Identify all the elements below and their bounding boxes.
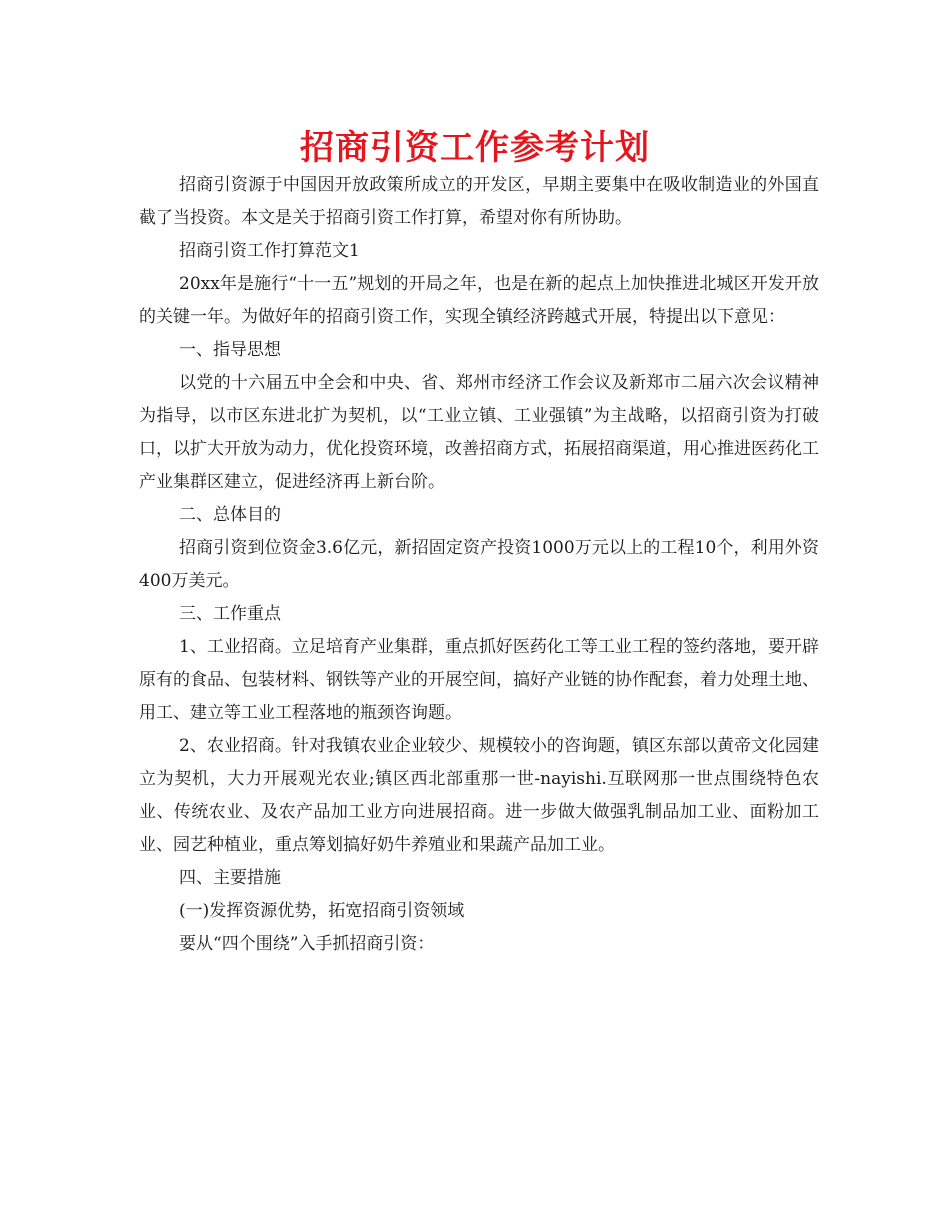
subsection-heading-resource-advantage: (一)发挥资源优势，拓宽招商引资领域 xyxy=(179,901,465,921)
section-heading-overall-goal: 二、总体目的 xyxy=(179,505,281,525)
document-body xyxy=(139,169,819,961)
section-heading-work-focus: 三、工作重点 xyxy=(179,604,281,624)
paragraph-agricultural-investment: 2、农业招商。针对我镇农业企业较少、规模较小的咨询题，镇区东部以黄帝文化园建立为契机，大力开展观光农业;镇区西北部重那一世-nayishi.互联网那一世点围绕特色农业、传统农业、及农产品加工业方向进展招商。进一步做大做强乳制品加工业、面粉加工业、园艺种植业，重点筹划搞好奶牛养殖业和果蔬产品加工业。 xyxy=(139,736,819,855)
paragraph-sample-heading: 招商引资工作打算范文1 xyxy=(179,241,360,261)
paragraph-four-focus: 要从“四个围绕”入手抓招商引资： xyxy=(179,934,435,954)
paragraph-intro: 招商引资源于中国因开放政策所成立的开发区，早期主要集中在吸收制造业的外国直截了当投资。本文是关于招商引资工作打算，希望对你有所协助。 xyxy=(139,175,819,228)
section-heading-guiding-ideology: 一、指导思想 xyxy=(179,340,281,360)
section-heading-main-measures: 四、主要措施 xyxy=(179,868,281,888)
paragraph-overall-goal: 招商引资到位资金3.6亿元，新招固定资产投资1000万元以上的工程10个，利用外资400万美元。 xyxy=(139,538,819,591)
paragraph-year-plan: 20xx年是施行“十一五”规划的开局之年，也是在新的起点上加快推进北城区开发开放的关键一年。为做好年的招商引资工作，实现全镇经济跨越式开展，特提出以下意见： xyxy=(139,274,819,327)
paragraph-guiding-ideology: 以党的十六届五中全会和中央、省、郑州市经济工作会议及新郑市二届六次会议精神为指导，以市区东进北扩为契机，以“工业立镇、工业强镇”为主战略，以招商引资为打破口，以扩大开放为动力，优化投资环境，改善招商方式，拓展招商渠道，用心推进医药化工产业集群区建立，促进经济再上新台阶。 xyxy=(139,373,819,492)
document-title: 招商引资工作参考计划 xyxy=(300,128,650,168)
paragraph-industrial-investment: 1、工业招商。立足培育产业集群，重点抓好医药化工等工业工程的签约落地，要开辟原有的食品、包装材料、钢铁等产业的开展空间，搞好产业链的协作配套，着力处理土地、用工、建立等工业工程落地的瓶颈咨询题。 xyxy=(139,637,819,723)
